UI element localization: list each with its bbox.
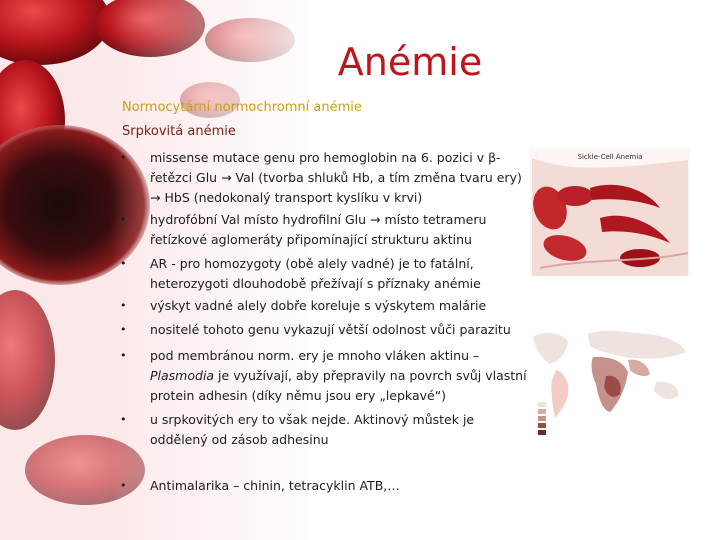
bullet-text-post: je využívají, aby přepravily na povrch svůj vlastní protein adhesin (díky němu jsou ery „lepkavé“): [150, 368, 527, 403]
bullet-text-pre: pod membránou norm. ery je mnoho vláken aktinu –: [150, 348, 480, 363]
bullet-text: Antimalarika – chinin, tetracyklin ATB,…: [150, 478, 400, 493]
bullet-text: nositelé tohoto genu vykazují větší odolnost vůči parazitu: [150, 322, 511, 337]
legend-swatch: [538, 416, 546, 421]
bullet-marker: •: [120, 349, 127, 362]
world-distribution-map: [528, 322, 693, 440]
bullet-marker: •: [120, 299, 127, 312]
subtitle-normocytic-anemia: Normocytární normochromní anémie: [122, 100, 362, 115]
bullet-marker: •: [120, 323, 127, 336]
bullet-text: missense mutace genu pro hemoglobin na 6. pozici v β-řetězci Glu → Val (tvorba shluků Hb, a tím změna tvaru ery) → HbS (nedokonalý transport kyslíku v krvi): [150, 150, 522, 205]
legend-swatch: [538, 423, 546, 428]
legend-swatch: [538, 402, 546, 407]
bullet-marker: •: [120, 257, 127, 270]
blood-cell: [557, 186, 593, 206]
bullet-text-italic: Plasmodia: [150, 368, 215, 383]
legend-swatch: [538, 430, 546, 435]
bullet-text: hydrofóbní Val místo hydrofilní Glu → místo tetrameru řetízkové aglomeráty připomínající strukturu aktinu: [150, 212, 487, 247]
bullet-marker: •: [120, 413, 127, 426]
bullet-text: výskyt vadné alely dobře koreluje s výskytem malárie: [150, 298, 487, 313]
slide-title: Anémie: [337, 40, 483, 84]
sickle-cell-figure-title: Sickle-Cell Anemia: [577, 153, 643, 161]
bullet-marker: •: [120, 479, 127, 492]
sickle-cell-illustration: [530, 148, 690, 276]
bullet-marker: •: [120, 213, 127, 226]
bullet-marker: •: [120, 151, 127, 164]
legend-swatch: [538, 409, 546, 414]
bullet-text: AR - pro homozygoty (obě alely vadné) je to fatální, heterozygoti dlouhodobě přežívají s příznaky anémie: [150, 256, 481, 291]
bullet-text: [150, 346, 530, 406]
subtitle-sickle-cell-anemia: Srpkovitá anémie: [122, 124, 236, 139]
bullet-text: u srpkovitých ery to však nejde. Aktinový můstek je oddělený od zásob adhesinu: [150, 412, 475, 447]
